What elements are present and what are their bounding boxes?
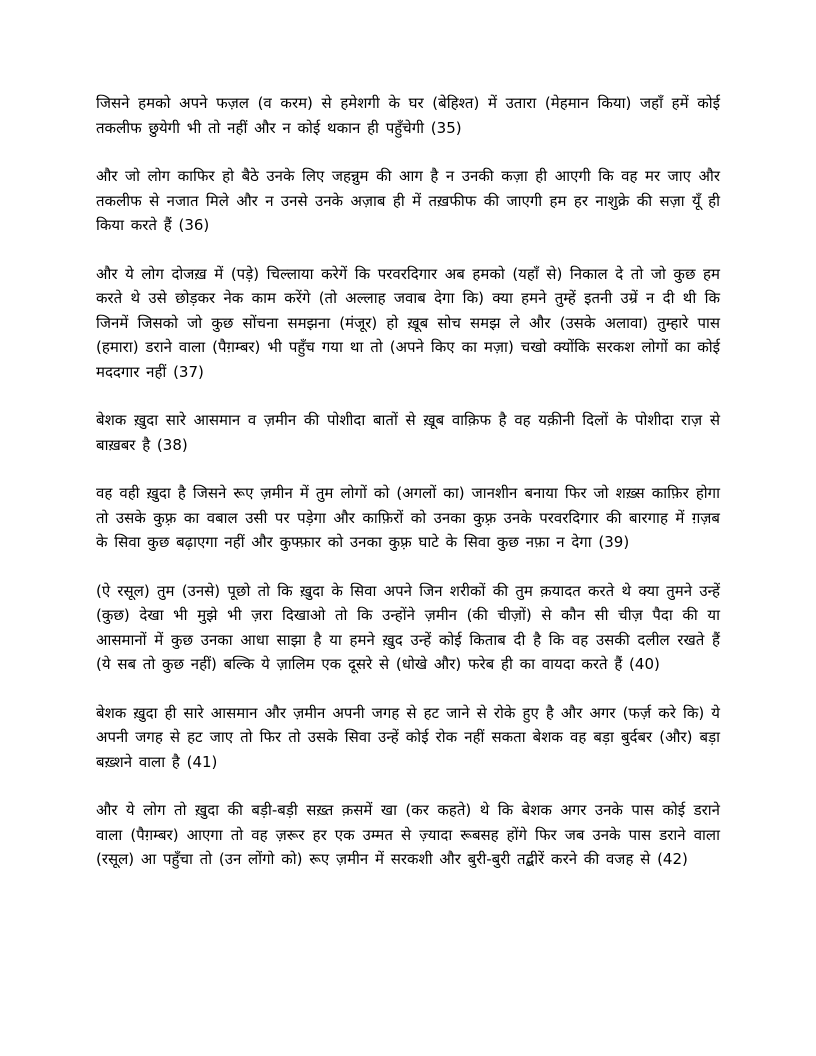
- verse-paragraph-37: और ये लोग दोजख़ में (पड़े) चिल्लाया करेगें कि परवरदिगार अब हमको (यहाँ से) निकाल दे तो जो कुछ हम करते थे उसे छोड़कर नेक काम करेंगे (तो अल्लाह जवाब देगा कि) क्या हमने तुम्हें इतनी उम्रें न दी थी कि जिनमें जिसको जो कुछ सोंचना समझना (मंजूर) हो ख़ूब सोच समझ ले और (उसके अलावा) तुम्हारे पास (हमारा) डराने वाला (पैग़म्बर) भी पहुँच गया था तो (अपने किए का मज़ा) चखो क्योंकि सरकश लोगों का कोई मददगार नहीं (37): [96, 264, 720, 381]
- verse-paragraph-41: बेशक ख़ुदा ही सारे आसमान और ज़मीन अपनी जगह से हट जाने से रोके हुए है और अगर (फर्ज़ करे कि) ये अपनी जगह से हट जाए तो फिर तो उसके सिवा उन्हें कोई रोक नहीं सकता बेशक वह बड़ा बुर्दबर (और) बड़ा बख़्शने वाला है (41): [96, 703, 720, 771]
- verse-paragraph-38: बेशक ख़ुदा सारे आसमान व ज़मीन की पोशीदा बातों से ख़ूब वाक़िफ है वह यक़ीनी दिलों के पोशीदा राज़ से बाख़बर है (38): [96, 411, 720, 454]
- document-page: [96, 91, 720, 896]
- verse-paragraph-40: (ऐ रसूल) तुम (उनसे) पूछो तो कि ख़ुदा के सिवा अपने जिन शरीकों की तुम क़यादत करते थे क्या तुमने उन्हें (कुछ) देखा भी मुझे भी ज़रा दिखाओ तो कि उन्होंने ज़मीन (की चीज़ों) से कौन सी चीज़ पैदा की या आसमानों में कुछ उनका आधा साझा है या हमने ख़ुद उन्हें कोई किताब दी है कि वह उसकी दलील रखते हैं (ये सब तो कुछ नहीं) बल्कि ये ज़ालिम एक दूसरे से (धोखे और) फरेब ही का वायदा करते हैं (40): [96, 581, 720, 673]
- verse-paragraph-36: और जो लोग काफिर हो बैठे उनके लिए जहन्नुम की आग है न उनकी कज़ा ही आएगी कि वह मर जाए और तकलीफ से नजात मिले और न उनसे उनके अज़ाब ही में तख़फीफ की जाएगी हम हर नाशुक्रे की सज़ा यूँ ही किया करते हैं (36): [96, 167, 720, 234]
- verse-paragraph-39: वह वही ख़ुदा है जिसने रूए ज़मीन में तुम लोगों को (अगलों का) जानशीन बनाया फिर जो शख़्स काफ़िर होगा तो उसके कुफ़्र का वबाल उसी पर पड़ेगा और काफ़िरों को उनका कुफ़्र उनके परवरदिगार की बारगाह में ग़ज़ब के सिवा कुछ बढ़ाएगा नहीं और कुफ्फ़ार को उनका कुफ़्र घाटे के सिवा कुछ नफ़ा न देगा (39): [96, 484, 720, 551]
- verse-paragraph-35: जिसने हमको अपने फज़ल (व करम) से हमेशगी के घर (बेहिश्त) में उतारा (मेहमान किया) जहाँ हमें कोई तकलीफ छुयेगी भी तो नहीं और न कोई थकान ही पहुँचेगी (35): [96, 94, 720, 137]
- verse-paragraph-42: और ये लोग तो ख़ुदा की बड़ी-बड़ी सख़्त क़समें खा (कर कहते) थे कि बेशक अगर उनके पास कोई डराने वाला (पैग़म्बर) आएगा तो वह ज़रूर हर एक उम्मत से ज़्यादा रूबसह होंगे फिर जब उनके पास डराने वाला (रसूल) आ पहुँचा तो (उन लोंगो को) रूए ज़मीन में सरकशी और बुरी-बुरी तद्बीरें करने की वजह से (42): [96, 801, 720, 868]
